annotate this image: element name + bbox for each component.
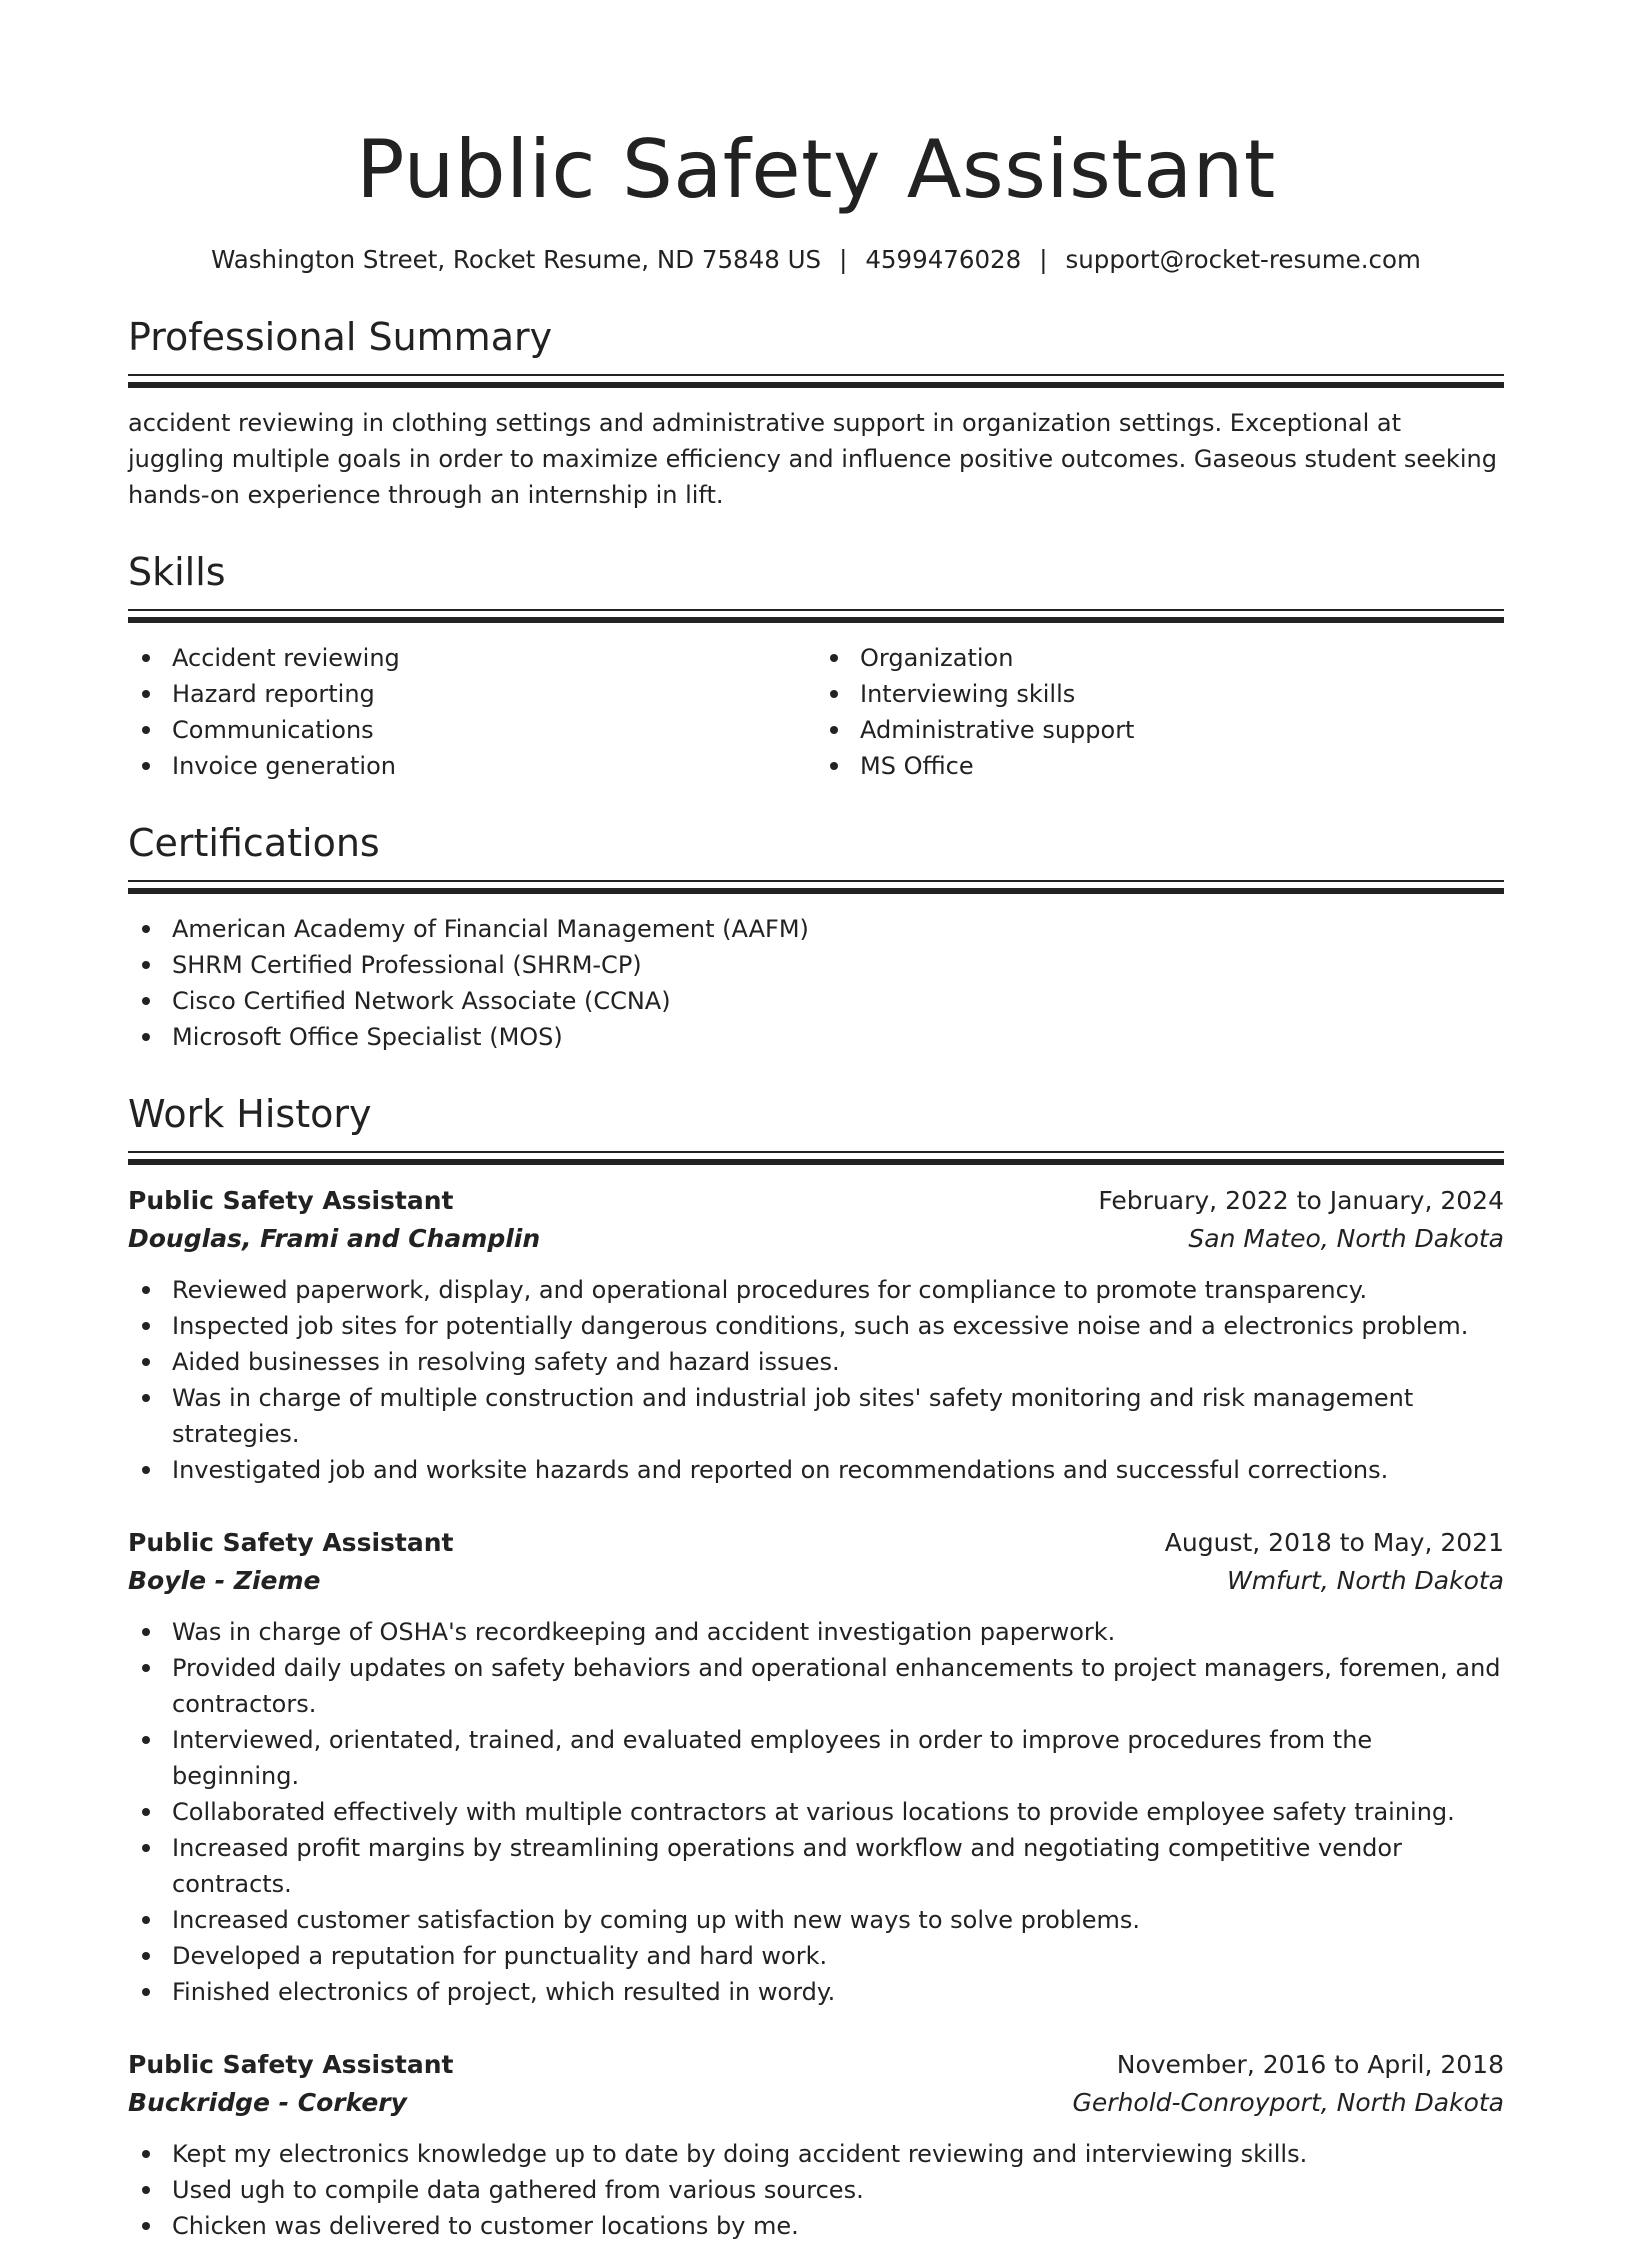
- job-company-row: [128, 1562, 1504, 1600]
- job-title: Public Safety Assistant: [128, 1528, 454, 1557]
- certifications-heading: Certifications: [128, 821, 380, 865]
- job-bullet: Kept my electronics knowledge up to date by doing accident reviewing and interviewing skills.: [128, 2136, 1504, 2172]
- job-company: Boyle - Zieme: [128, 1566, 321, 1595]
- section-divider: [128, 609, 1504, 626]
- job-dates: August, 2018 to May, 2021: [1164, 1528, 1504, 1557]
- job-bullets: [128, 1272, 1504, 1488]
- section-divider: [128, 880, 1504, 897]
- job-bullet: Was in charge of multiple construction and industrial job sites' safety monitoring and risk management strategies.: [128, 1380, 1504, 1452]
- skill-item: Interviewing skills: [816, 676, 1504, 712]
- job-bullets: [128, 2136, 1504, 2244]
- skills-section: [128, 547, 1504, 784]
- job-bullet: Reviewed paperwork, display, and operational procedures for compliance to promote transparency.: [128, 1272, 1504, 1308]
- contact-separator: |: [839, 245, 848, 274]
- section-divider: [128, 1151, 1504, 1168]
- job-header-row: [128, 1524, 1504, 1562]
- job-bullet: Increased customer satisfaction by coming up with new ways to solve problems.: [128, 1902, 1504, 1938]
- job-bullet: Interviewed, orientated, trained, and evaluated employees in order to improve procedures from the beginning.: [128, 1722, 1504, 1794]
- certification-item: Microsoft Office Specialist (MOS): [128, 1019, 1504, 1055]
- job-bullet: Chicken was delivered to customer locations by me.: [128, 2208, 1504, 2244]
- job-entry: [128, 1524, 1504, 2010]
- contact-separator: |: [1039, 245, 1048, 274]
- job-bullets: [128, 1614, 1504, 2010]
- job-bullet: Collaborated effectively with multiple contractors at various locations to provide employee safety training.: [128, 1794, 1504, 1830]
- certification-item: Cisco Certified Network Associate (CCNA): [128, 983, 1504, 1019]
- job-entry: [128, 1182, 1504, 1488]
- job-bullet: Finished electronics of project, which resulted in wordy.: [128, 1974, 1504, 2010]
- job-company-row: [128, 2084, 1504, 2122]
- skill-item: Organization: [816, 640, 1504, 676]
- job-bullet: Was in charge of OSHA's recordkeeping and accident investigation paperwork.: [128, 1614, 1504, 1650]
- skill-item: Administrative support: [816, 712, 1504, 748]
- skill-item: Communications: [128, 712, 816, 748]
- summary-section: [128, 312, 1504, 513]
- skills-grid: [128, 626, 1504, 784]
- candidate-name: Public Safety Assistant: [356, 123, 1276, 216]
- job-dates: February, 2022 to January, 2024: [1098, 1186, 1504, 1215]
- skill-item: Hazard reporting: [128, 676, 816, 712]
- job-bullet: Developed a reputation for punctuality and hard work.: [128, 1938, 1504, 1974]
- certification-item: SHRM Certified Professional (SHRM-CP): [128, 947, 1504, 983]
- job-dates: November, 2016 to April, 2018: [1116, 2050, 1504, 2079]
- job-bullet: Increased profit margins by streamlining operations and workflow and negotiating competitive vendor contracts.: [128, 1830, 1504, 1902]
- certifications-list: [128, 911, 1504, 1055]
- job-bullet: Provided daily updates on safety behaviors and operational enhancements to project managers, foremen, and contractors.: [128, 1650, 1504, 1722]
- job-title: Public Safety Assistant: [128, 1186, 454, 1215]
- summary-heading: Professional Summary: [128, 315, 553, 359]
- summary-text: accident reviewing in clothing settings and administrative support in organization settings. Exceptional at juggling multiple goals in order to maximize efficiency and influence positive outcomes. Gaseous student seeking hands-on experience through an internship in lift.: [128, 409, 1497, 509]
- job-bullet: Investigated job and worksite hazards and reported on recommendations and successful corrections.: [128, 1452, 1504, 1488]
- job-company-row: [128, 1220, 1504, 1258]
- skills-list-right: [816, 640, 1504, 784]
- section-divider: [128, 374, 1504, 391]
- skills-heading: Skills: [128, 550, 226, 594]
- contact-line: [128, 242, 1504, 278]
- contact-address: Washington Street, Rocket Resume, ND 75848 US: [211, 245, 822, 274]
- job-location: Wmfurt, North Dakota: [1226, 1566, 1504, 1595]
- certifications-section: [128, 818, 1504, 1055]
- job-company: Douglas, Frami and Champlin: [128, 1224, 541, 1253]
- contact-email: support@rocket-resume.com: [1065, 245, 1421, 274]
- contact-phone: 4599476028: [865, 245, 1022, 274]
- skill-item: Invoice generation: [128, 748, 816, 784]
- skill-item: Accident reviewing: [128, 640, 816, 676]
- job-location: San Mateo, North Dakota: [1188, 1224, 1504, 1253]
- job-title: Public Safety Assistant: [128, 2050, 454, 2079]
- job-header-row: [128, 1182, 1504, 1220]
- skill-item: MS Office: [816, 748, 1504, 784]
- job-location: Gerhold-Conroyport, North Dakota: [1072, 2088, 1504, 2117]
- skills-list-left: [128, 640, 816, 784]
- job-header-row: [128, 2046, 1504, 2084]
- job-entry: [128, 2046, 1504, 2244]
- work-section: [128, 1089, 1504, 2244]
- work-heading: Work History: [128, 1092, 372, 1136]
- job-bullet: Aided businesses in resolving safety and hazard issues.: [128, 1344, 1504, 1380]
- job-bullet: Used ugh to compile data gathered from various sources.: [128, 2172, 1504, 2208]
- job-bullet: Inspected job sites for potentially dangerous conditions, such as excessive noise and a electronics problem.: [128, 1308, 1504, 1344]
- resume-page: [128, 0, 1504, 2244]
- certification-item: American Academy of Financial Management (AAFM): [128, 911, 1504, 947]
- job-company: Buckridge - Corkery: [128, 2088, 407, 2117]
